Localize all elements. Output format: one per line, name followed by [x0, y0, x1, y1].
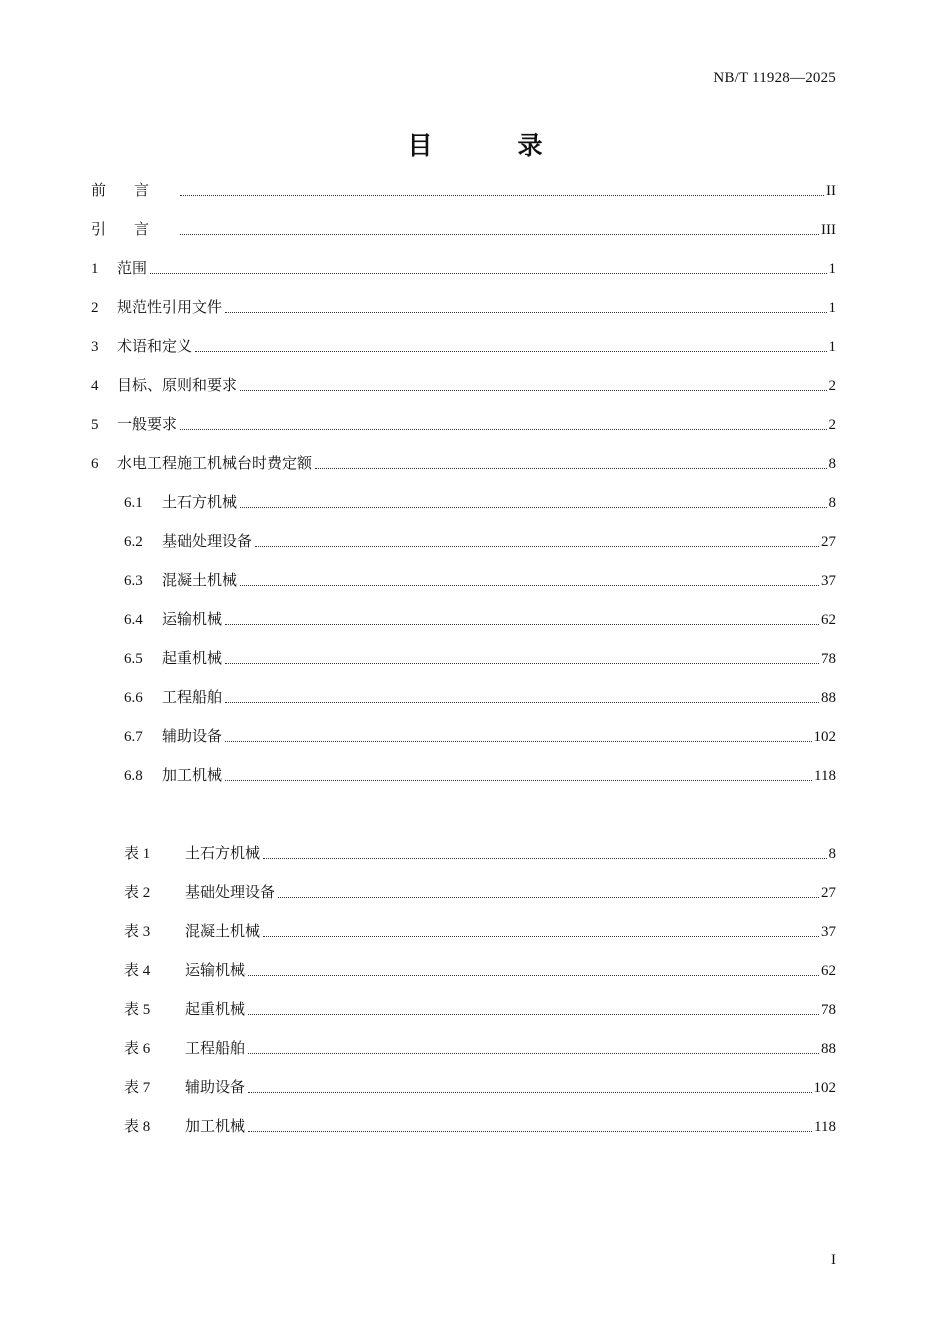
toc-entry-table-4[interactable] — [124, 960, 836, 982]
toc-entry-section-6-3[interactable] — [124, 570, 836, 592]
toc-entry-page: 1 — [828, 300, 836, 316]
toc-entry-number: 6.2 — [124, 534, 143, 550]
toc-entry-page: 27 — [821, 885, 836, 901]
toc-entry-page: 62 — [821, 612, 836, 628]
toc-entry-label: 目标、原则和要求 — [117, 378, 238, 394]
toc-leader-dots — [255, 546, 819, 547]
toc-entry-label: 运输机械 — [185, 963, 246, 979]
toc-entry-label: 工程船舶 — [162, 690, 223, 706]
toc-entry-page: 8 — [828, 495, 836, 511]
toc-entry-label: 起重机械 — [162, 651, 223, 667]
toc-entry-label: 前言 — [91, 183, 178, 199]
toc-entry-section-6-5[interactable] — [124, 648, 836, 670]
toc-entry-table-7[interactable] — [124, 1077, 836, 1099]
toc-entry-table-1[interactable] — [124, 843, 836, 865]
toc-entry-label: 混凝土机械 — [185, 924, 261, 940]
toc-entry-section-6-4[interactable] — [124, 609, 836, 631]
toc-entry-label: 土石方机械 — [162, 495, 238, 511]
toc-entry-page: 37 — [821, 924, 836, 940]
toc-entry-page: 1 — [828, 261, 836, 277]
toc-entry-number: 2 — [91, 300, 99, 316]
toc-entry-number: 6.1 — [124, 495, 143, 511]
toc-entry-page: 37 — [821, 573, 836, 589]
toc-entry-page: 2 — [828, 417, 836, 433]
toc-leader-dots — [240, 585, 819, 586]
toc-entry-chapter-1[interactable] — [91, 258, 836, 280]
toc-entry-page: 8 — [828, 846, 836, 862]
toc-entry-table-6[interactable] — [124, 1038, 836, 1060]
toc-entry-section-6-1[interactable] — [124, 492, 836, 514]
toc-leader-dots — [180, 234, 819, 235]
toc-entry-label: 土石方机械 — [185, 846, 261, 862]
toc-entry-number: 6.5 — [124, 651, 143, 667]
toc-leader-dots — [180, 429, 826, 430]
toc-leader-dots — [248, 1131, 812, 1132]
toc-leader-dots — [180, 195, 824, 196]
toc-entry-number: 6.4 — [124, 612, 143, 628]
toc-entry-number: 表 3 — [124, 924, 151, 940]
toc-entry-page: 1 — [828, 339, 836, 355]
toc-entry-page: 78 — [821, 1002, 836, 1018]
toc-entry-page: 2 — [828, 378, 836, 394]
toc-entry-page: 27 — [821, 534, 836, 550]
toc-entry-page: 102 — [813, 1080, 836, 1096]
toc-entry-number: 表 6 — [124, 1041, 151, 1057]
toc-leader-dots — [278, 897, 819, 898]
toc-entry-label: 一般要求 — [117, 417, 178, 433]
page-number: I — [831, 1252, 836, 1268]
toc-entry-number: 6 — [91, 456, 99, 472]
toc-leader-dots — [225, 312, 826, 313]
toc-entry-label: 混凝土机械 — [162, 573, 238, 589]
toc-leader-dots — [150, 273, 826, 274]
page-title: 目 录 — [407, 131, 573, 160]
toc-leader-dots — [225, 663, 819, 664]
toc-entry-page: 118 — [814, 768, 836, 784]
toc-entry-number: 6.3 — [124, 573, 143, 589]
toc-entry-number: 表 2 — [124, 885, 151, 901]
toc-entry-section-6-7[interactable] — [124, 726, 836, 748]
toc-entry-number: 4 — [91, 378, 99, 394]
toc-entry-page: 118 — [814, 1119, 836, 1135]
toc-entry-page: 88 — [821, 690, 836, 706]
toc-entry-table-5[interactable] — [124, 999, 836, 1021]
toc-entry-label: 引言 — [91, 222, 178, 238]
toc-entry-label: 加工机械 — [185, 1119, 246, 1135]
toc-leader-dots — [225, 741, 811, 742]
toc-leader-dots — [240, 507, 826, 508]
toc-entry-number: 表 4 — [124, 963, 151, 979]
toc-leader-dots — [195, 351, 826, 352]
toc-leader-dots — [263, 936, 819, 937]
standard-number: NB/T 11928—2025 — [713, 70, 836, 86]
toc-leader-dots — [248, 1092, 811, 1093]
toc-entry-table-8[interactable] — [124, 1116, 836, 1138]
toc-entry-page: III — [821, 222, 836, 238]
toc-entry-table-2[interactable] — [124, 882, 836, 904]
toc-entry-label: 范围 — [117, 261, 148, 277]
toc-entry-label: 基础处理设备 — [185, 885, 276, 901]
toc-entry-page: 88 — [821, 1041, 836, 1057]
toc-leader-dots — [315, 468, 826, 469]
toc-entry-table-3[interactable] — [124, 921, 836, 943]
toc-entry-number: 表 7 — [124, 1080, 151, 1096]
toc-entry-label: 水电工程施工机械台时费定额 — [117, 456, 313, 472]
toc-entry-number: 6.7 — [124, 729, 143, 745]
toc-entry-label: 工程船舶 — [185, 1041, 246, 1057]
toc-entry-number: 6.6 — [124, 690, 143, 706]
toc-leader-dots — [263, 858, 826, 859]
toc-entry-label: 基础处理设备 — [162, 534, 253, 550]
toc-leader-dots — [248, 1053, 819, 1054]
toc-entry-section-6-2[interactable] — [124, 531, 836, 553]
toc-leader-dots — [225, 780, 812, 781]
toc-leader-dots — [225, 624, 819, 625]
toc-entry-number: 表 8 — [124, 1119, 151, 1135]
toc-entry-section-6-6[interactable] — [124, 687, 836, 709]
toc-entry-page: II — [826, 183, 836, 199]
toc-leader-dots — [225, 702, 819, 703]
toc-entry-number: 5 — [91, 417, 99, 433]
toc-entry-label: 运输机械 — [162, 612, 223, 628]
toc-entry-label: 起重机械 — [185, 1002, 246, 1018]
toc-entry-number: 1 — [91, 261, 99, 277]
toc-entry-page: 102 — [813, 729, 836, 745]
toc-entry-page: 62 — [821, 963, 836, 979]
toc-entry-label: 辅助设备 — [162, 729, 223, 745]
toc-entry-page: 78 — [821, 651, 836, 667]
toc-entry-label: 规范性引用文件 — [117, 300, 223, 316]
toc-entry-label: 辅助设备 — [185, 1080, 246, 1096]
toc-entry-chapter-6[interactable] — [91, 453, 836, 475]
toc-entry-number: 6.8 — [124, 768, 143, 784]
toc-entry-page: 8 — [828, 456, 836, 472]
toc-leader-dots — [240, 390, 826, 391]
toc-leader-dots — [248, 975, 819, 976]
toc-leader-dots — [248, 1014, 819, 1015]
toc-entry-number: 表 1 — [124, 846, 151, 862]
toc-entry-number: 表 5 — [124, 1002, 151, 1018]
toc-entry-section-6-8[interactable] — [124, 765, 836, 787]
toc-entry-chapter-3[interactable] — [91, 336, 836, 358]
toc-entry-chapter-5[interactable] — [91, 414, 836, 436]
toc-entry-label: 术语和定义 — [117, 339, 193, 355]
toc-entry-chapter-2[interactable] — [91, 297, 836, 319]
toc-entry-label: 加工机械 — [162, 768, 223, 784]
toc-entry-introduction[interactable] — [91, 219, 836, 241]
toc-entry-number: 3 — [91, 339, 99, 355]
toc-entry-chapter-4[interactable] — [91, 375, 836, 397]
toc-entry-foreword[interactable] — [91, 180, 836, 202]
